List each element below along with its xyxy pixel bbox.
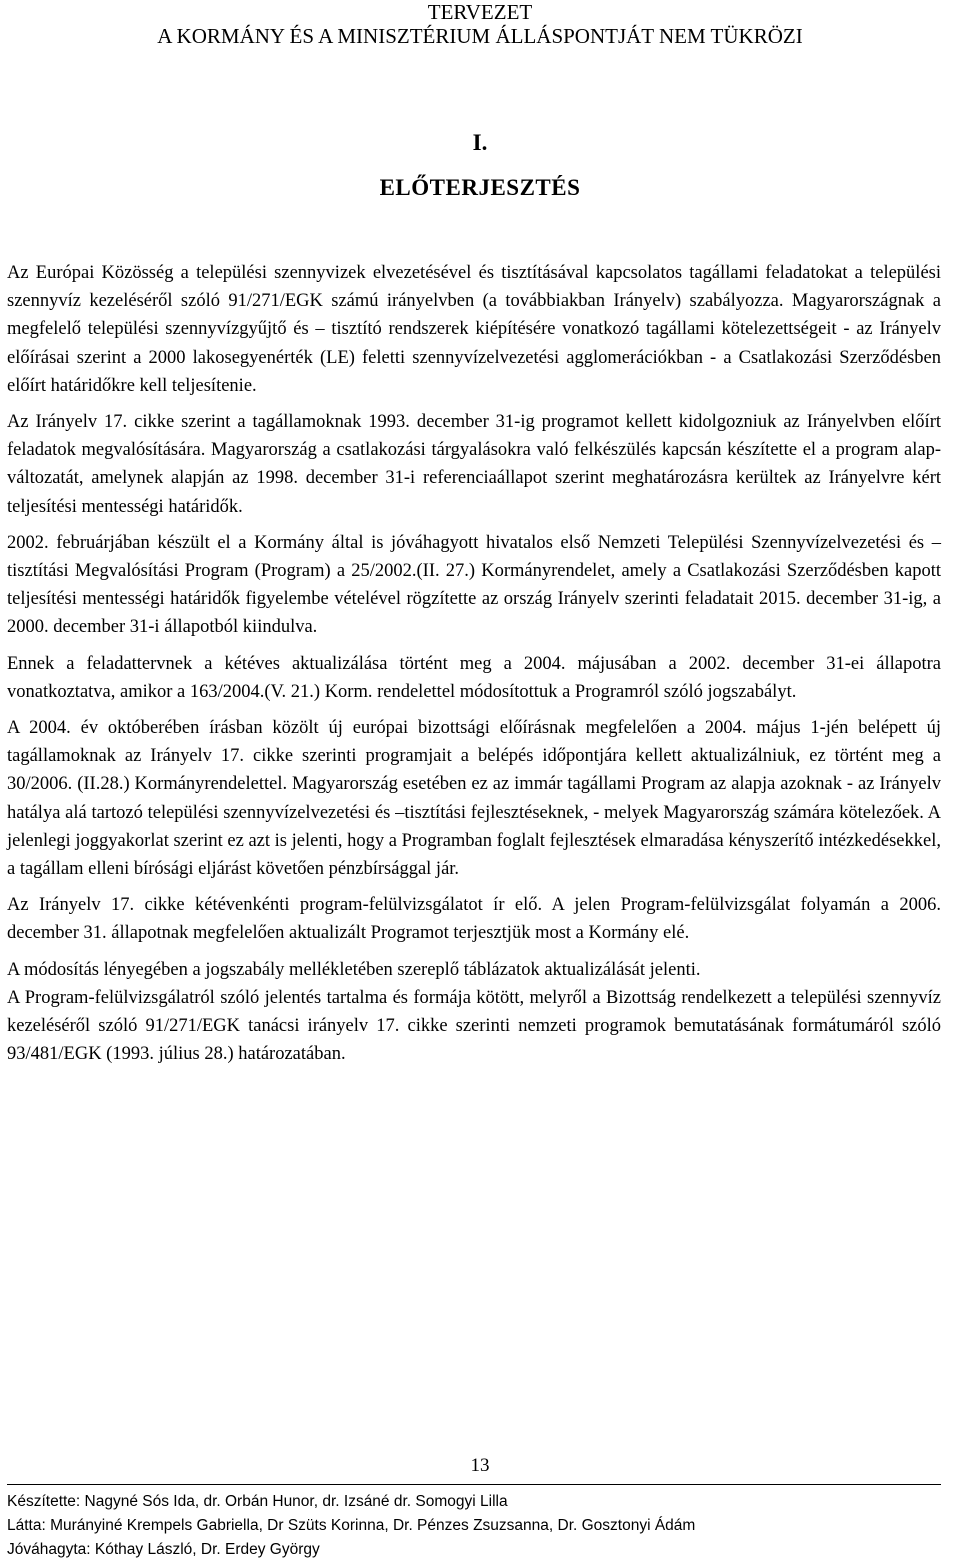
paragraph: Az Irányelv 17. cikke szerint a tagállamoknak 1993. december 31-ig programot kellett kidolgozniuk az Irányelvben előírt feladatok megvalósítására. Magyarország a csatlakozási tárgyalásokra való felkészülés kapcsán készítette el a program alap-változatát, amelynek alapján az 1998. december 31-i referenciaállapot szerint meghatározásra kerültek az Irányelvre kért teljesítési mentességi határidők. [7, 412, 941, 517]
approved-by: Jóváhagyta: Kóthay László, Dr. Erdey György [7, 1541, 320, 1558]
page-number: 13 [470, 1455, 490, 1476]
document-body [7, 259, 941, 1076]
paragraph: A módosítás lényegében a jogszabály mellékletében szereplő táblázatok aktualizálását jelenti. [7, 959, 701, 980]
section-title: ELŐTERJESZTÉS [379, 175, 581, 200]
paragraph: Az Irányelv 17. cikke kétévenkénti program-felülvizsgálatot ír elő. A jelen Program-felülvizsgálat folyamán a 2006. december 31. állapotnak megfelelően aktualizált Programot terjesztjük most a Kormány elé. [7, 895, 941, 944]
paragraph: 2002. februárjában készült el a Kormány által is jóváhagyott hivatalos első Nemzeti Települési Szennyvízelvezetési és –tisztítási Megvalósítási Program (Program) a 25/2002.(II. 27.) Kormányrendelet, amely a Csatlakozási Szerződésben kapott teljesítési mentességi határidők figyelembe vételével rögzítette az ország Irányelv szerinti feladatait 2015. december 31-ig, a 2000. december 31-i állapotból kiindulva. [7, 532, 941, 638]
paragraph: A 2004. év októberében írásban közölt új európai bizottsági előírásnak megfelelően a 2004. május 1-jén belépett új tagállamoknak az Irányelv 17. cikke szerinti programjait a belépés időpontjára kellett aktualizálniuk, ez történt meg a 30/2006. (II.28.) Kormányrendelettel. Magyarország esetében ez az immár tagállami Program az alapja azoknak - az Irányelv hatálya alá tartozó települési szennyvízelvezetési és –tisztítási fejlesztéseknek, - melyek Magyarország számára kötelezőek. A jelenlegi joggyakorlat szerint ez azt is jelenti, hogy a Programban foglalt fejlesztések elmaradása kényszerítő intézkedésekkel, a tagállam elleni bírósági eljárást követően pénzbírsággal jár. [7, 718, 941, 880]
paragraph: A Program-felülvizsgálatról szóló jelentés tartalma és formája kötött, melyről a Bizottság rendelkezett a települési szennyvíz kezeléséről szóló 91/271/EGK tanácsi irányelv 17. cikke szerinti nemzeti programok bemutatásának formátumáról szóló 93/481/EGK (1993. július 28.) határozatában. [7, 987, 941, 1065]
paragraph: Az Európai Közösség a települési szennyvizek elvezetésével és tisztításával kapcsolatos tagállami feladatokat a települési szennyvíz kezeléséről szóló 91/271/EGK számú irányelvben (a továbbiakban Irányelv) szabályozza. Magyarországnak a megfelelő települési szennyvízgyűjtő és – tisztító rendszerek kiépítésére vonatkozó tagállami kötelezettségeit - az Irányelv előírásai szerint a 2000 lakosegyenérték (LE) feletti szennyvízelvezetési agglomerációkban - a Csatlakozási Szerződésben előírt határidőkre kell teljesítenie. [7, 263, 941, 396]
disclaimer-label: A KORMÁNY ÉS A MINISZTÉRIUM ÁLLÁSPONTJÁT NEM TÜKRÖZI [157, 24, 803, 48]
paragraph: Ennek a feladattervnek a kétéves aktualizálása történt meg a 2004. májusában a 2002. december 31-ei állapotra vonatkoztatva, amikor a 163/2004.(V. 21.) Korm. rendelettel módosítottuk a Programról szóló jogszabályt. [7, 653, 941, 702]
reviewed-by: Látta: Murányiné Krempels Gabriella, Dr Szüts Korinna, Dr. Pénzes Zsuzsanna, Dr. Gosztonyi Ádám [7, 1517, 696, 1534]
footer-divider [7, 1484, 941, 1485]
section-number: I. [472, 130, 488, 155]
draft-header [0, 0, 960, 48]
draft-label: TERVEZET [427, 0, 533, 24]
footer [7, 1490, 947, 1562]
prepared-by: Készítette: Nagyné Sós Ida, dr. Orbán Hunor, dr. Izsáné dr. Somogyi Lilla [7, 1493, 508, 1510]
